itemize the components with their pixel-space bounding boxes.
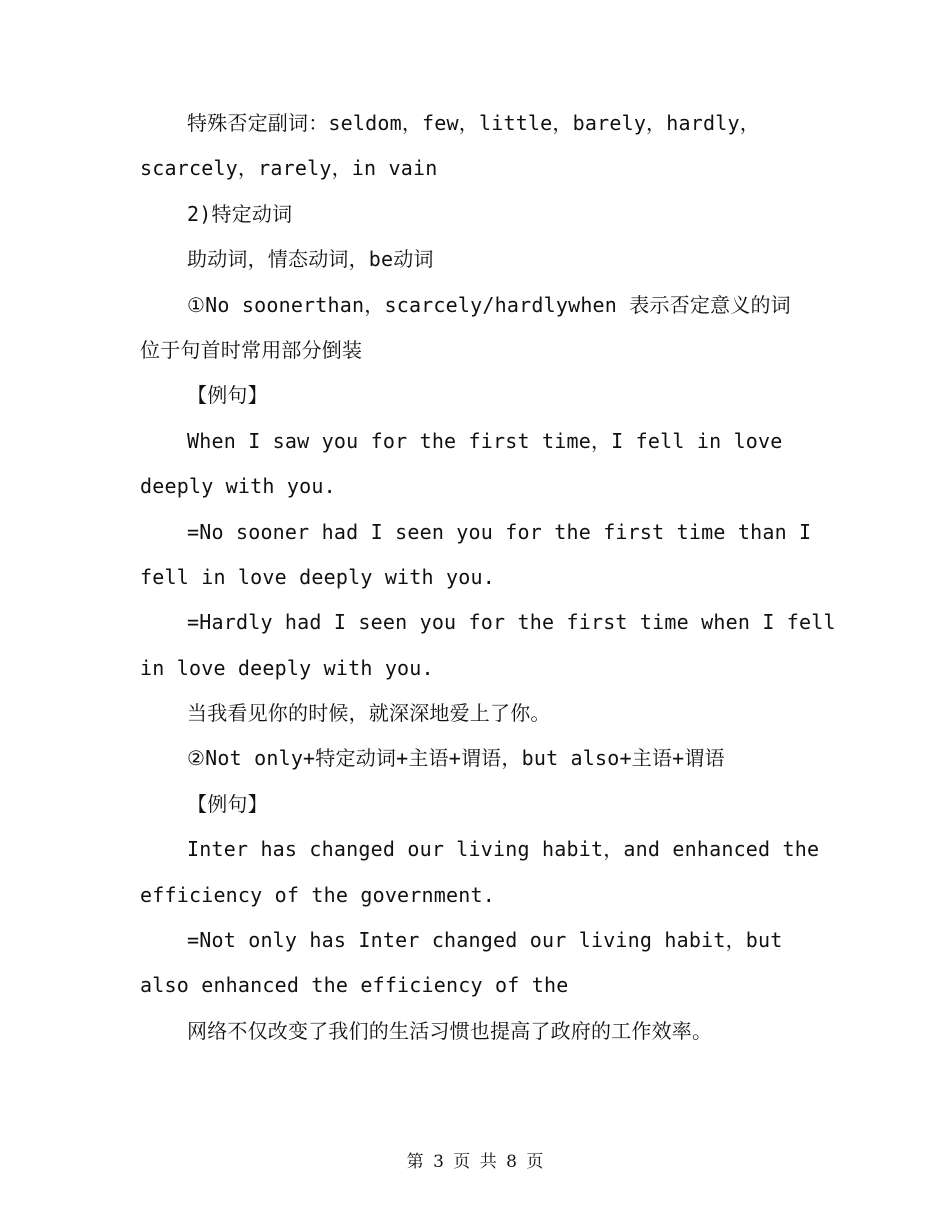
- text-line: 位于句首时常用部分倒装: [140, 337, 363, 362]
- text-line: =Hardly had I seen you for the first time when I fell: [187, 610, 836, 635]
- text-line: in love deeply with you.: [140, 655, 434, 680]
- text-line: ②Not only+特定动词+主语+谓语，but also+主语+谓语: [187, 746, 725, 771]
- text-line: deeply with you.: [140, 474, 336, 499]
- example-heading: 【例句】: [187, 383, 268, 408]
- example-heading: 【例句】: [187, 791, 268, 816]
- text-line: 网络不仅改变了我们的生活习惯也提高了政府的工作效率。: [187, 1018, 713, 1043]
- text-line: =Not only has Inter changed our living habit，but: [187, 928, 783, 953]
- text-line: ①No soonerthan，scarcely/hardlywhen 表示否定意义的词: [187, 292, 791, 317]
- text-line: 2)特定动词: [187, 201, 293, 226]
- text-line: 助动词，情态动词，be动词: [187, 247, 434, 272]
- document-body: [140, 101, 836, 1054]
- text-line: scarcely，rarely，in vain: [140, 156, 438, 181]
- text-line: fell in love deeply with you.: [140, 564, 495, 589]
- text-line: 特殊否定副词：seldom，few，little，barely，hardly，: [187, 111, 760, 135]
- text-line: also enhanced the efficiency of the: [140, 973, 569, 998]
- text-line: 当我看见你的时候，就深深地爱上了你。: [187, 701, 551, 726]
- text-line: efficiency of the government.: [140, 882, 495, 907]
- text-line: When I saw you for the first time，I fell in love: [187, 428, 783, 453]
- page-footer: 第 3 页 共 8 页: [406, 1152, 544, 1172]
- text-line: =No sooner had I seen you for the first time than I: [187, 519, 812, 544]
- text-line: Inter has changed our living habit，and enhanced the: [187, 837, 820, 862]
